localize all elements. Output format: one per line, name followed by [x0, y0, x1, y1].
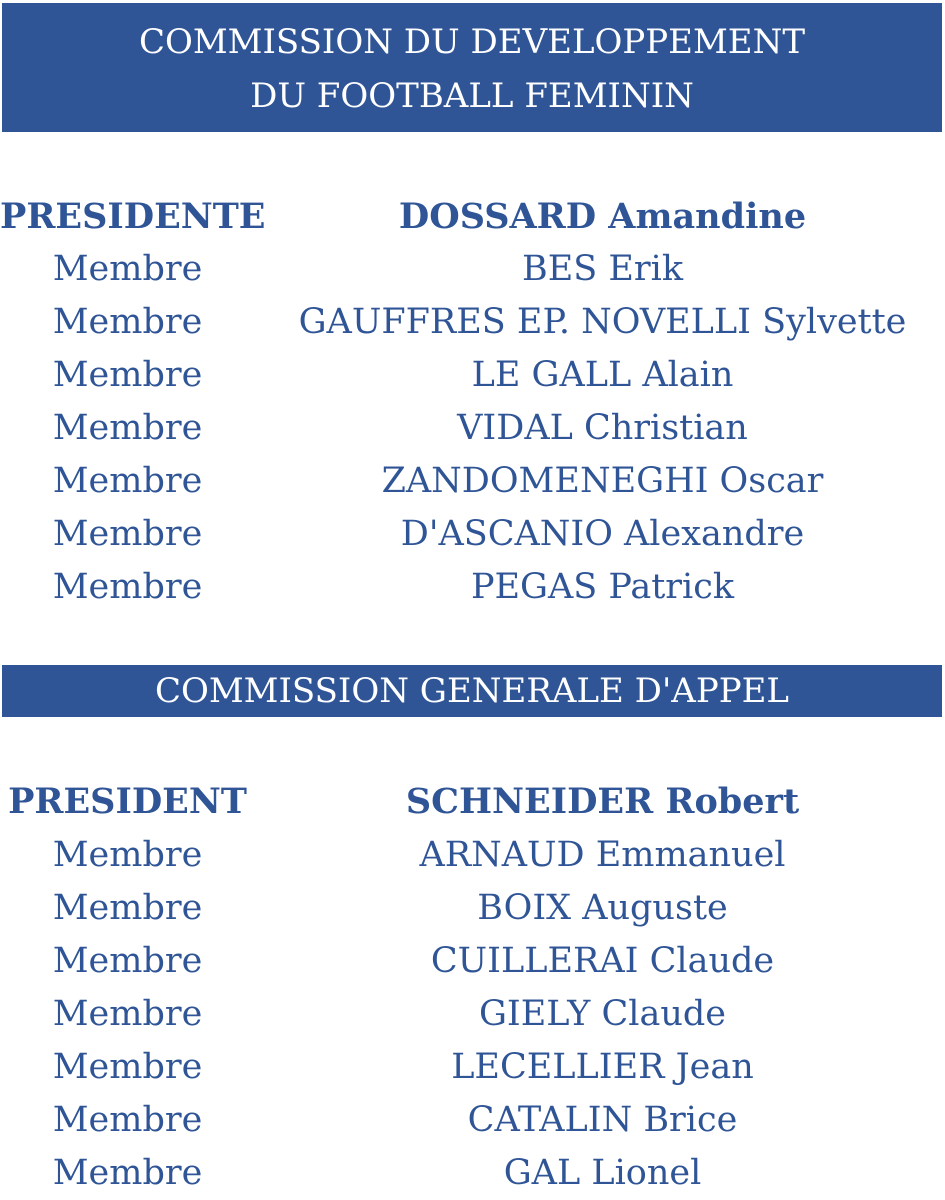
- member-role: Membre: [52, 302, 203, 342]
- member-role: Membre: [52, 514, 203, 554]
- member-role: Membre: [52, 888, 203, 928]
- member-role: Membre: [52, 1153, 203, 1193]
- section2-president-row: [0, 775, 945, 828]
- member-name: GIELY Claude: [478, 994, 727, 1034]
- member-name: D'ASCANIO Alexandre: [400, 514, 805, 554]
- section1-member-row: [0, 243, 945, 296]
- member-name: CUILLERAI Claude: [430, 941, 775, 981]
- section1-member-row: [0, 455, 945, 508]
- member-name: LECELLIER Jean: [451, 1047, 754, 1087]
- section2-president-role: PRESIDENT: [8, 781, 247, 822]
- section1-member-row: [0, 349, 945, 402]
- member-role: Membre: [52, 1100, 203, 1140]
- section1-member-row: [0, 508, 945, 561]
- section1-header-banner: [2, 3, 942, 132]
- section1-president-name: DOSSARD Amandine: [398, 196, 807, 237]
- member-role: Membre: [52, 941, 203, 981]
- member-role: Membre: [52, 249, 203, 289]
- member-role: Membre: [52, 835, 203, 875]
- member-name: LE GALL Alain: [471, 355, 734, 395]
- member-name: VIDAL Christian: [457, 408, 748, 448]
- member-name: CATALIN Brice: [467, 1100, 738, 1140]
- section1-title-line1: COMMISSION DU DEVELOPPEMENT: [138, 22, 806, 62]
- section1-title-line2: DU FOOTBALL FEMININ: [250, 76, 694, 116]
- member-role: Membre: [52, 355, 203, 395]
- section2-member-row: [0, 882, 945, 935]
- section2-title: COMMISSION GENERALE D'APPEL: [154, 671, 789, 711]
- section1-president-row: [0, 190, 945, 243]
- member-role: Membre: [52, 408, 203, 448]
- section2-member-row: [0, 935, 945, 988]
- section1-member-row: [0, 296, 945, 349]
- member-role: Membre: [52, 994, 203, 1034]
- member-name: BOIX Auguste: [477, 888, 728, 928]
- section2-member-row: [0, 1147, 945, 1200]
- section2-member-row: [0, 1094, 945, 1147]
- section1-member-row: [0, 402, 945, 455]
- section2-member-row: [0, 829, 945, 882]
- section2-president-name: SCHNEIDER Robert: [405, 781, 800, 822]
- section2-member-row: [0, 1041, 945, 1094]
- section2-header-banner: [2, 665, 942, 717]
- member-role: Membre: [52, 461, 203, 501]
- member-name: GAL Lionel: [503, 1153, 702, 1193]
- member-name: GAUFFRES EP. NOVELLI Sylvette: [298, 302, 907, 342]
- section2-member-row: [0, 988, 945, 1041]
- member-name: PEGAS Patrick: [470, 567, 735, 607]
- section1-member-row: [0, 561, 945, 614]
- member-name: ARNAUD Emmanuel: [419, 835, 786, 875]
- member-role: Membre: [52, 567, 203, 607]
- member-name: ZANDOMENEGHI Oscar: [381, 461, 824, 501]
- section1-president-role: PRESIDENTE: [0, 196, 266, 237]
- member-role: Membre: [52, 1047, 203, 1087]
- member-name: BES Erik: [521, 249, 684, 289]
